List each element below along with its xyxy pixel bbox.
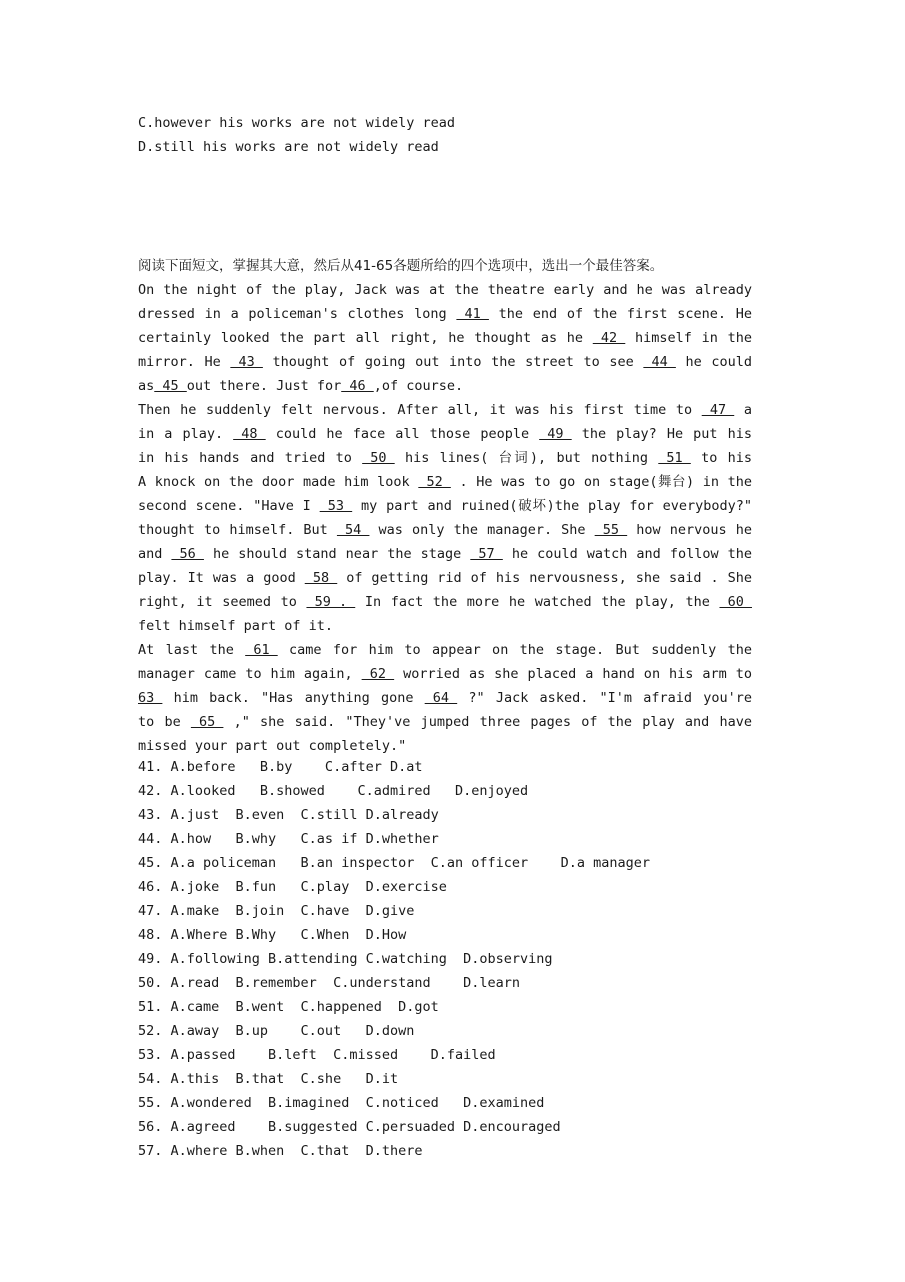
- blank-56: 56: [171, 546, 204, 562]
- passage-line: missed your part out completely.": [138, 738, 407, 754]
- previous-options: [138, 111, 752, 159]
- blank-42: 42: [592, 330, 626, 346]
- passage-line: felt himself part of it.: [138, 618, 334, 634]
- blank-44: 44: [643, 354, 676, 370]
- blank-59: 59 .: [306, 594, 356, 610]
- passage-line: to be 65 ," she said. "They've jumped three pages of the play and have: [138, 710, 752, 734]
- passage-line: 63 him back. "Has anything gone 64 ?" Jack asked. "I'm afraid you're: [138, 686, 752, 710]
- blank-41: 41: [456, 306, 489, 322]
- question-41: 41. A.before B.by C.after D.at: [138, 759, 423, 775]
- blank-53: 53: [319, 498, 353, 514]
- question-55: 55. A.wondered B.imagined C.noticed D.examined: [138, 1095, 545, 1111]
- blank-51: 51: [658, 450, 691, 466]
- question-56: 56. A.agreed B.suggested C.persuaded D.encouraged: [138, 1119, 561, 1135]
- question-52: 52. A.away B.up C.out D.down: [138, 1023, 415, 1039]
- blank-57: 57: [470, 546, 503, 562]
- passage-line: mirror. He 43 thought of going out into the street to see 44 he could: [138, 350, 752, 374]
- passage-line: certainly looked the part all right, he thought as he 42 himself in the: [138, 326, 752, 350]
- passage-line: manager came to him again, 62 worried as she placed a hand on his arm to: [138, 662, 752, 686]
- blank-45: 45: [154, 378, 187, 394]
- blank-62: 62: [361, 666, 395, 682]
- blank-61: 61: [245, 642, 278, 658]
- blank-58: 58: [304, 570, 338, 586]
- blank-50: 50: [362, 450, 395, 466]
- section-heading: [138, 181, 752, 205]
- question-51: 51. A.came B.went C.happened D.got: [138, 999, 439, 1015]
- passage-line: and 56 he should stand near the stage 57 he could watch and follow the: [138, 542, 752, 566]
- blank-54: 54: [336, 522, 370, 538]
- passage-line: in his hands and tried to 50 his lines( 台词), but nothing 51 to his: [138, 446, 752, 470]
- blank-48: 48: [233, 426, 266, 442]
- blank-52: 52: [418, 474, 451, 490]
- question-43: 43. A.just B.even C.still D.already: [138, 807, 439, 823]
- passage-line: thought to himself. But 54 was only the manager. She 55 how nervous he: [138, 518, 752, 542]
- cloze-instruction: 阅读下面短文，掌握其大意，然后从41-65各题所给的四个选项中，选出一个最佳答案。: [138, 258, 664, 274]
- question-57: 57. A.where B.when C.that D.there: [138, 1143, 423, 1159]
- passage-line: At last the 61 came for him to appear on the stage. But suddenly the: [138, 638, 752, 662]
- question-42: 42. A.looked B.showed C.admired D.enjoyed: [138, 783, 529, 799]
- passage-line: play. It was a good 58 of getting rid of his nervousness, she said . She: [138, 566, 752, 590]
- option-d: D.still his works are not widely read: [138, 139, 439, 155]
- question-48: 48. A.Where B.Why C.When D.How: [138, 927, 407, 943]
- question-53: 53. A.passed B.left C.missed D.failed: [138, 1047, 496, 1063]
- question-54: 54. A.this B.that C.she D.it: [138, 1071, 399, 1087]
- passage-line: as 45 out there. Just for 46 ,of course.: [138, 374, 752, 398]
- question-46: 46. A.joke B.fun C.play D.exercise: [138, 879, 447, 895]
- blank-43: 43: [230, 354, 263, 370]
- blank-64: 64: [424, 690, 458, 706]
- passage-line: A knock on the door made him look 52 . He was to go on stage(舞台) in the: [138, 470, 752, 494]
- blank-65: 65: [190, 714, 224, 730]
- question-45: 45. A.a policeman B.an inspector C.an officer D.a manager: [138, 855, 651, 871]
- question-list: [138, 755, 752, 1163]
- blank-46: 46: [341, 378, 374, 394]
- question-47: 47. A.make B.join C.have D.give: [138, 903, 415, 919]
- passage-line: dressed in a policeman's clothes long 41 the end of the first scene. He: [138, 302, 752, 326]
- blank-55: 55: [594, 522, 628, 538]
- cloze-passage: [138, 278, 752, 758]
- passage-line: On the night of the play, Jack was at the theatre early and he was already: [138, 282, 752, 298]
- passage-line: right, it seemed to 59 . In fact the more he watched the play, the 60: [138, 590, 752, 614]
- question-50: 50. A.read B.remember C.understand D.learn: [138, 975, 521, 991]
- blank-60: 60: [719, 594, 752, 610]
- blank-63: 63: [138, 690, 163, 706]
- question-49: 49. A.following B.attending C.watching D.observing: [138, 951, 553, 967]
- passage-line: second scene. "Have I 53 my part and ruined(破坏)the play for everybody?": [138, 494, 752, 518]
- question-44: 44. A.how B.why C.as if D.whether: [138, 831, 439, 847]
- option-c: C.however his works are not widely read: [138, 115, 455, 131]
- passage-line: Then he suddenly felt nervous. After all, it was his first time to 47 a: [138, 398, 752, 422]
- passage-line: in a play. 48 could he face all those people 49 the play? He put his: [138, 422, 752, 446]
- blank-49: 49: [539, 426, 572, 442]
- blank-47: 47: [701, 402, 735, 418]
- cloze-heading: [138, 230, 752, 278]
